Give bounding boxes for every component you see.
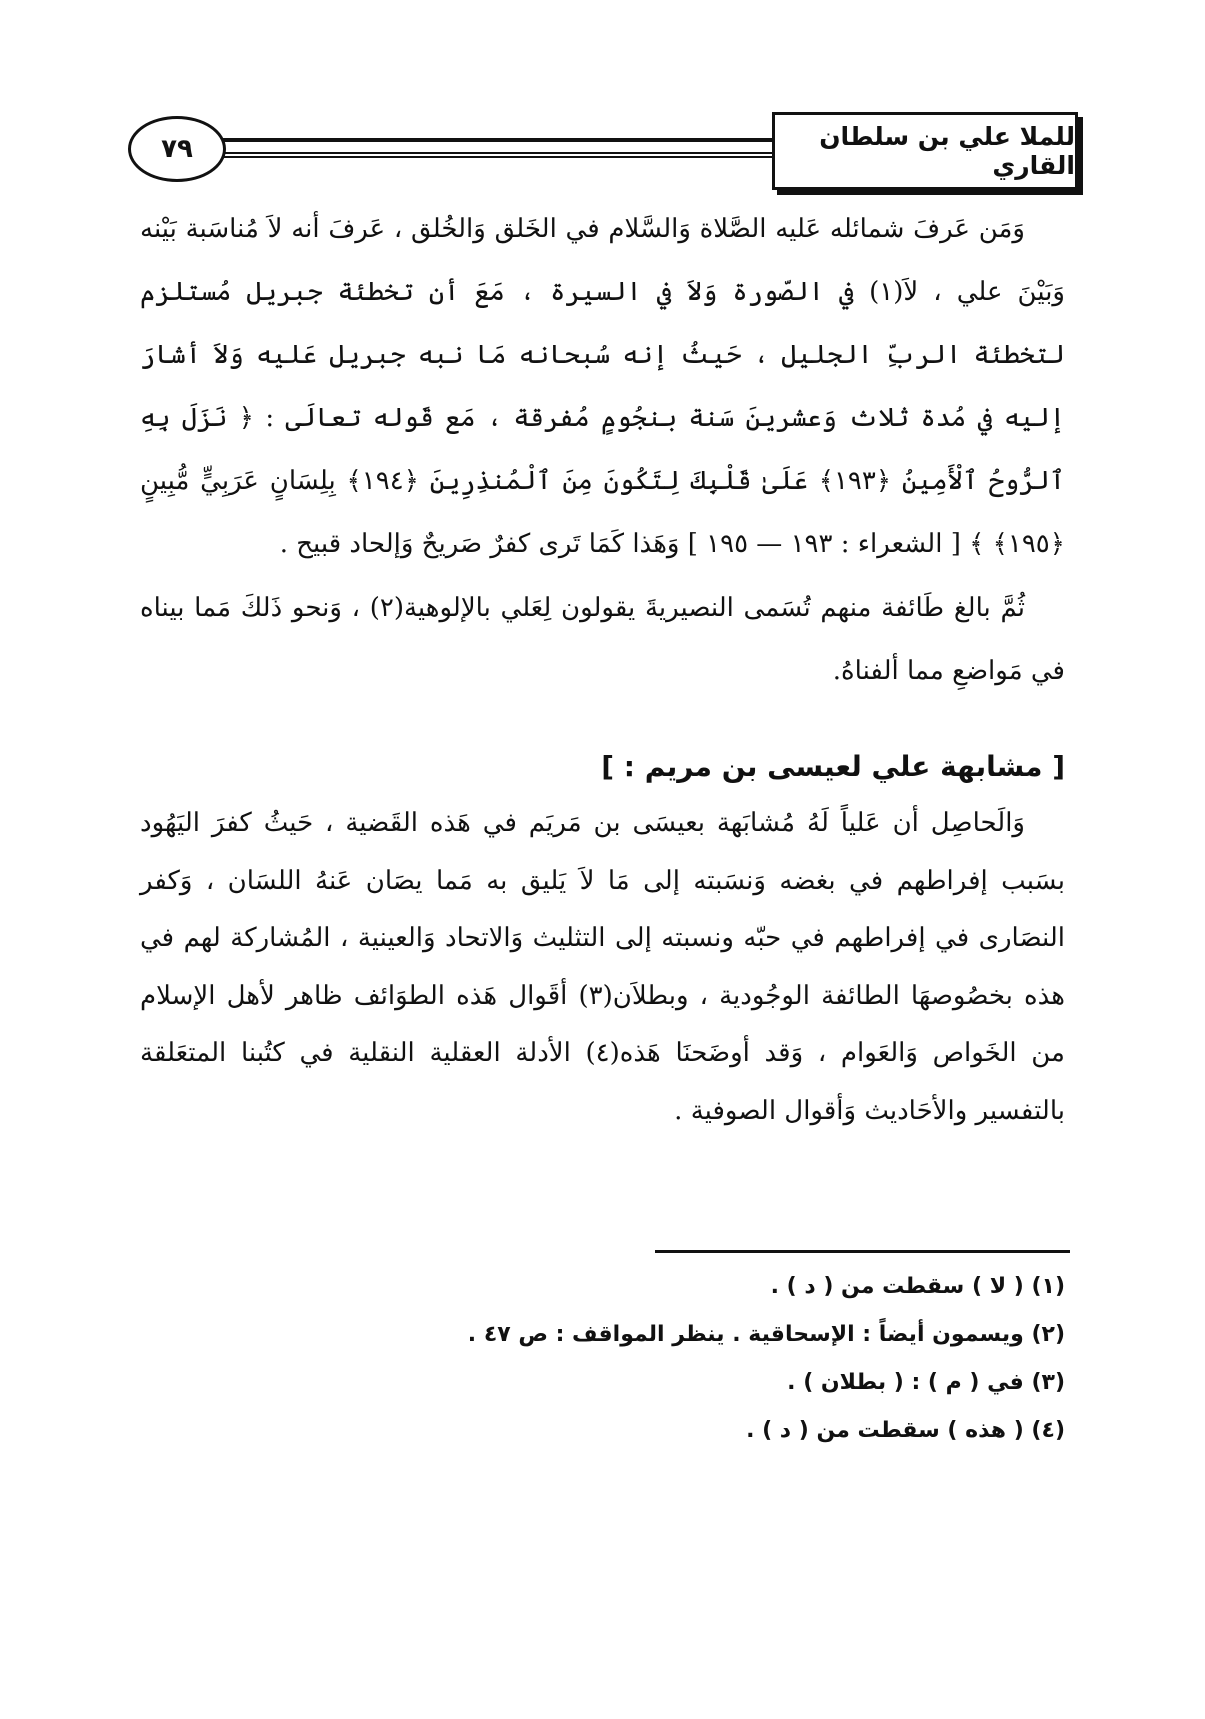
paragraph-2-text: ثُمَّ بالغ طَائفة منهم تُسَمى النصيريةَ يقولون لِعَلي بالإلوهية(٢) ، وَنحو ذَلكَ مَما بيناه في مَواضعِ مما ألفناهُ. [140, 593, 1065, 686]
section-heading: [ مشابهة علي لعيسى بن مريم : ] [601, 750, 1065, 783]
header-rule [220, 138, 778, 154]
paragraph-2 [140, 577, 1065, 703]
page-number: ٧٩ [128, 116, 226, 182]
footnote-1: (١) ( لا ) سقطت من ( د ) . [770, 1274, 1065, 1299]
paragraph-3 [140, 795, 1065, 1140]
paragraph-1 [140, 198, 1065, 576]
header-rule-thin [220, 156, 778, 158]
footnote-3: (٣) في ( م ) : ( بطلان ) . [787, 1370, 1065, 1395]
running-title: للملا علي بن سلطان القاري [772, 112, 1078, 190]
footnote-4: (٤) ( هذه ) سقطت من ( د ) . [746, 1418, 1065, 1443]
footnote-2: (٢) ويسمون أيضاً : الإسحاقية . ينظر المواقف : ص ٤٧ . [467, 1322, 1065, 1347]
paragraph-1-text: وَمَن عَرفَ شمائله عَليه الصَّلاة وَالسَّلام في الخَلق وَالخُلق ، عَرفَ أنه لاَ مُناسَبة بَيْنه وَبَيْنَ علي ، لاَ(١) في الصّورة وَلاَ في السيرة ، مَعَ أن تخطئة جبريل مُستلزم لتخطئة الربِّ الجليل ، حَيثُ إنه سُبحانه مَا نبه جبريل عَليه وَلاَ أشارَ إليه في مُدة ثلاث وَعشرينَ سَنة بنجُومٍ مُفرقة ، مَع قَوله تعالَى : ﴿ نَزَلَ بِهِ ٱلرُّوحُ ٱلْأَمِينُ ﴿١٩٣﴾ عَلَىٰ قَلْبِكَ لِتَكُونَ مِنَ ٱلْمُنذِرِينَ ﴿١٩٤﴾ بِلِسَانٍ عَرَبِيٍّ مُّبِينٍ ﴿١٩٥﴾ ﴾ [ الشعراء : ١٩٣ — ١٩٥ ] وَهَذا كَمَا تَرى كفرٌ صَريحٌ وَإلحاد قبيح . [140, 214, 1065, 559]
page-header [128, 108, 1078, 194]
footnote-separator [655, 1250, 1070, 1253]
footnotes-list [140, 1263, 1065, 1455]
paragraph-3-text: وَالَحاصِل أن عَلياً لَهُ مُشابَهة بعيسَى بن مَريَم في هَذه القَضية ، حَيثُ كفرَ اليَهُود بسَبب إفراطهم في بغضه وَنسَبته إلى مَا لاَ يَليق به مَما يصَان عَنهُ اللسَان ، وَكفر النصَارى في إفراطهم في حبّه ونسبته إلى التثليث وَالاتحاد وَالعينية ، المُشاركة لهم في هذه بخصُوصهَا الطائفة الوجُودية ، وبطلاَن(٣) أقَوال هَذه الطوَائف ظاهر لأهل الإسلام من الخَواص وَالعَوام ، وَقد أوضَحنَا هَذه(٤) الأدلة العقلية النقلية في كتُبنا المتعَلقة بالتفسير والأحَاديث وَأقوال الصوفية . [140, 808, 1065, 1126]
